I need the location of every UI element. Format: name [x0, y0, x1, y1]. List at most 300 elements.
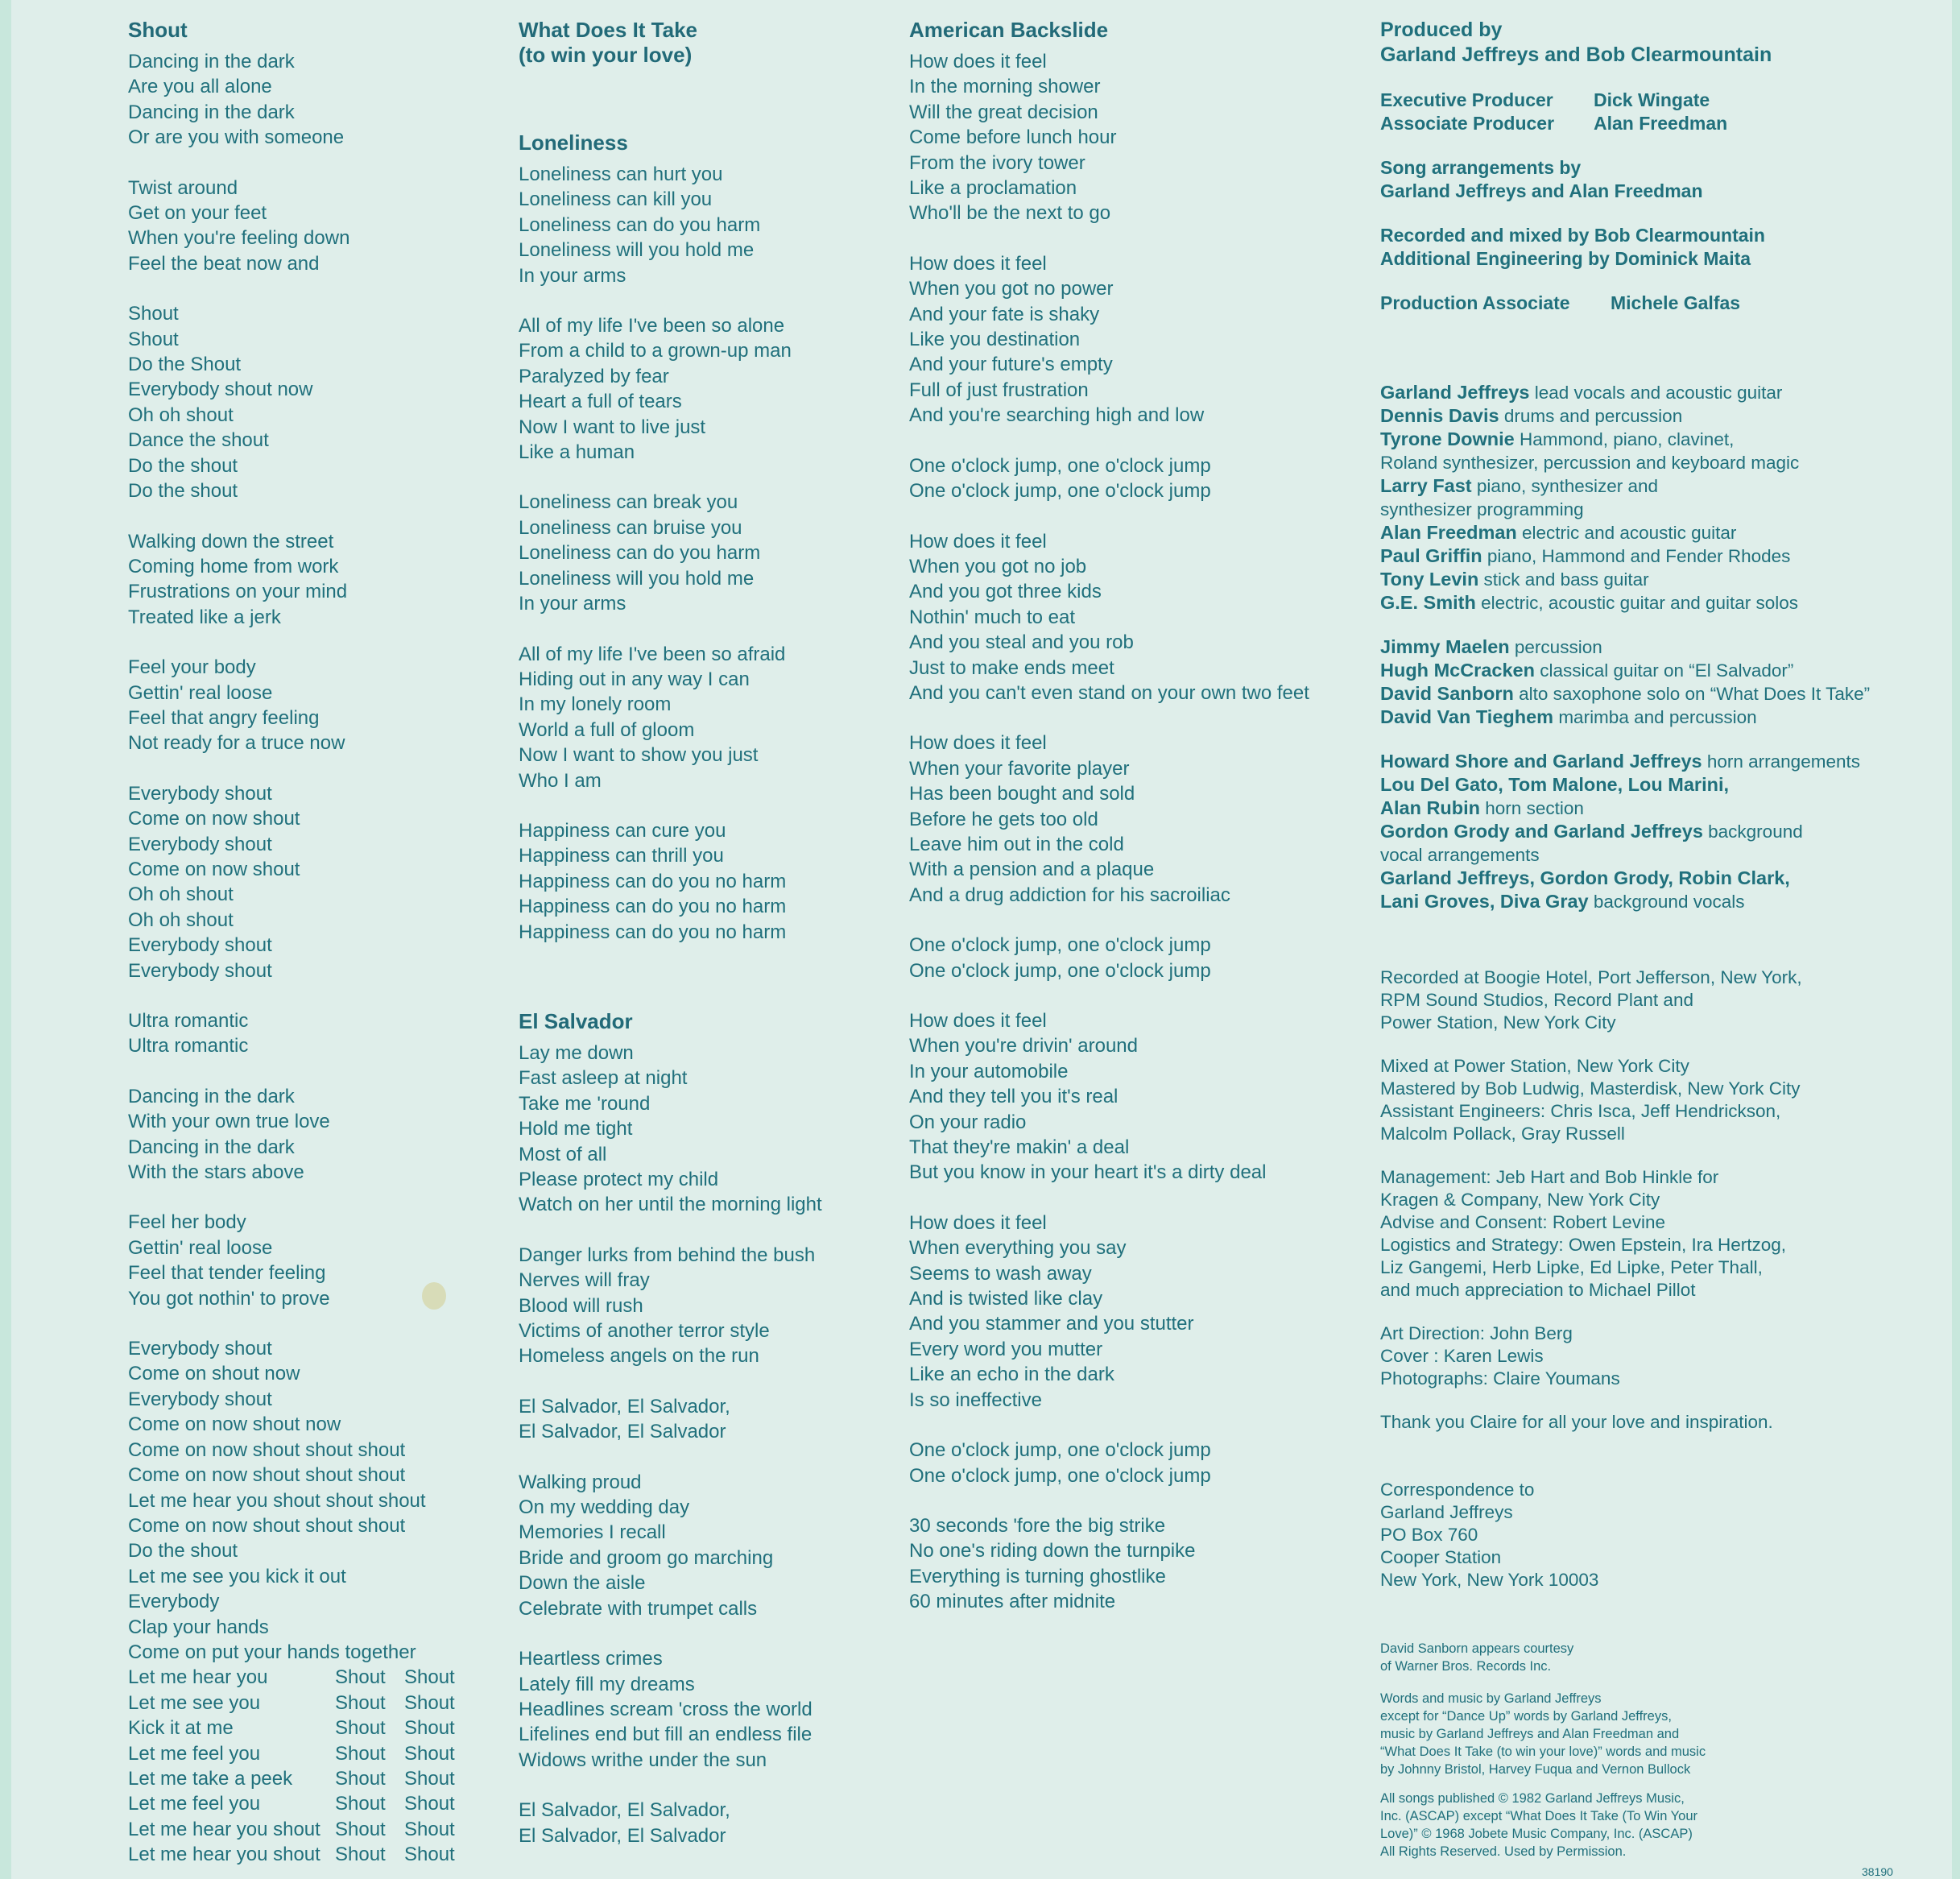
chant-response: Shout — [404, 1793, 455, 1815]
lyric-stanza — [128, 529, 474, 631]
lyric-line: Just to make ends meet — [909, 656, 1114, 679]
lyric-line: One o'clock jump, one o'clock jump — [909, 480, 1211, 503]
address-line: PO Box 760 — [1380, 1525, 1478, 1545]
lyric-line: Seems to wash away — [909, 1262, 1092, 1285]
lyric-stanza — [519, 1041, 873, 1218]
song-subtitle-what-does-it-take: (to win your love) — [519, 43, 693, 67]
column-loneliness — [519, 18, 873, 1848]
lyric-line: When you got no job — [909, 555, 1087, 577]
musician-name: David Sanborn — [1380, 683, 1514, 704]
lyric-stanza — [519, 313, 873, 465]
lyric-line: Everybody shout — [128, 934, 272, 957]
lyric-line: On my wedding day — [519, 1496, 690, 1519]
musician-name: Alan Rubin — [1380, 797, 1481, 818]
chant-response: Shout — [335, 1767, 386, 1790]
lyric-line: Nothin' much to eat — [909, 606, 1076, 628]
fine-print-line: All songs published © 1982 Garland Jeffreys Music, — [1380, 1791, 1685, 1806]
lyric-line: You got nothin' to prove — [128, 1287, 330, 1310]
fine-print-line: except for “Dance Up” words by Garland Jeffreys, — [1380, 1709, 1672, 1724]
musician-name: Howard Shore and Garland Jeffreys — [1380, 751, 1702, 772]
credit-line — [1380, 659, 1944, 682]
lyric-line: Feel the beat now and — [128, 252, 320, 275]
lyric-line: Everybody shout — [128, 959, 272, 982]
lyric-stanza — [909, 1513, 1360, 1615]
lyric-line: In my lonely room — [519, 693, 672, 716]
lyric-line: Loneliness can do you harm — [519, 213, 761, 236]
shout-chant — [128, 1665, 474, 1867]
produced-by-label: Produced by — [1380, 19, 1503, 41]
lyric-line: Feel her body — [128, 1211, 246, 1234]
lyric-line: Everybody shout — [128, 1388, 272, 1410]
lyric-stanza — [128, 1336, 474, 1665]
catalog-number: 38190 — [1862, 1865, 1893, 1878]
column-shout — [128, 18, 474, 1868]
lyric-line: Heartless crimes — [519, 1648, 663, 1670]
lyric-line: Take me 'round — [519, 1092, 651, 1115]
lyric-line: Like an echo in the dark — [909, 1364, 1114, 1386]
lyric-line: World a full of gloom — [519, 718, 695, 741]
lyric-line: How does it feel — [909, 530, 1047, 553]
chant-response: Shout — [404, 1691, 455, 1714]
lyric-line: Will the great decision — [909, 101, 1098, 123]
lyric-line: Oh oh shout — [128, 908, 234, 931]
lyric-line: With your own true love — [128, 1111, 330, 1133]
lyric-line: Loneliness can bruise you — [519, 516, 742, 539]
lyric-line: Is so ineffective — [909, 1389, 1042, 1411]
credit-line — [1380, 635, 1944, 659]
song-title-american-backslide: American Backslide — [909, 18, 1109, 42]
chant-row — [128, 1691, 474, 1716]
fine-print-line: All Rights Reserved. Used by Permission. — [1380, 1844, 1627, 1859]
lyric-line: Coming home from work — [128, 555, 339, 577]
lyric-line: Everybody — [128, 1591, 220, 1613]
musician-role: stick and bass guitar — [1478, 569, 1649, 590]
lyric-line: In your arms — [519, 593, 626, 615]
credit-line — [1380, 797, 1944, 820]
song-title-el-salvador: El Salvador — [519, 1008, 633, 1033]
lyric-line: Frustrations on your mind — [128, 581, 348, 603]
lyric-stanza — [128, 1210, 474, 1311]
chant-response: Shout — [404, 1717, 455, 1740]
lyric-line: Gettin' real loose — [128, 1236, 273, 1259]
lyric-line: Like a human — [519, 441, 635, 464]
credit-line: RPM Sound Studios, Record Plant and — [1380, 990, 1693, 1010]
musician-name: Dennis Davis — [1380, 405, 1499, 426]
column-credits — [1380, 18, 1944, 1859]
credit-line — [1380, 544, 1944, 568]
lyric-line: When everything you say — [909, 1237, 1127, 1260]
lyric-line: Are you all alone — [128, 76, 272, 98]
lyric-stanza — [519, 1470, 873, 1621]
lyric-line: One o'clock jump, one o'clock jump — [909, 454, 1211, 477]
chant-row — [128, 1817, 474, 1842]
lyric-line: Let me hear you shout shout shout — [128, 1489, 426, 1512]
lyric-line: From the ivory tower — [909, 151, 1085, 174]
fine-print-line: Words and music by Garland Jeffreys — [1380, 1691, 1602, 1706]
additional-engineering: Additional Engineering by Dominick Maita — [1380, 248, 1751, 269]
chant-row — [128, 1741, 474, 1766]
arrangements-names: Garland Jeffreys and Alan Freedman — [1380, 180, 1703, 201]
lyric-line: Shout — [128, 303, 179, 325]
lyric-line: And your future's empty — [909, 354, 1113, 376]
lyric-line: That they're makin' a deal — [909, 1136, 1130, 1159]
lyric-line: One o'clock jump, one o'clock jump — [909, 934, 1211, 957]
lyric-line: Victims of another terror style — [519, 1320, 770, 1343]
musician-role: Roland synthesizer, percussion and keyboard magic — [1380, 453, 1800, 473]
lyric-line: Loneliness will you hold me — [519, 239, 755, 262]
musician-role: electric and acoustic guitar — [1516, 523, 1737, 543]
lyric-line: All of my life I've been so afraid — [519, 643, 786, 665]
associate-producer — [1380, 112, 1944, 135]
song-title-loneliness: Loneliness — [519, 130, 628, 155]
chant-call: Kick it at me — [128, 1717, 234, 1740]
credit-line: Power Station, New York City — [1380, 1012, 1616, 1033]
lyric-line: Everything is turning ghostlike — [909, 1565, 1166, 1587]
credit-line — [1380, 750, 1944, 773]
musician-role: marimba and percussion — [1553, 707, 1757, 727]
musician-role: piano, Hammond and Fender Rhodes — [1482, 546, 1791, 566]
lyric-line: Not ready for a truce now — [128, 732, 345, 755]
fine-print-line: music by Garland Jeffreys and Alan Freedman and — [1380, 1727, 1680, 1741]
fine-print-line: Inc. (ASCAP) except “What Does It Take (To Win Your — [1380, 1809, 1698, 1823]
lyric-line: Ultra romantic — [128, 1035, 249, 1057]
chant-response: Shout — [335, 1691, 386, 1714]
credit-line: Malcolm Pollack, Gray Russell — [1380, 1124, 1625, 1144]
lyric-line: How does it feel — [909, 1010, 1047, 1032]
musician-role: background — [1702, 822, 1803, 842]
lyric-line: Come on now shout shout shout — [128, 1464, 406, 1487]
musician-role: electric, acoustic guitar and guitar solos — [1475, 593, 1799, 613]
credit-line — [1380, 706, 1944, 729]
lyric-line: Like you destination — [909, 329, 1081, 351]
lyric-line: How does it feel — [909, 51, 1047, 72]
lyric-stanza — [519, 1243, 873, 1369]
credit-line — [1380, 867, 1944, 890]
lyric-line: Happiness can thrill you — [519, 845, 724, 867]
chant-call: Let me feel you — [128, 1742, 261, 1765]
credit-line: Kragen & Company, New York City — [1380, 1190, 1660, 1210]
credit-line: Mixed at Power Station, New York City — [1380, 1056, 1689, 1076]
credit-line: Management: Jeb Hart and Bob Hinkle for — [1380, 1167, 1719, 1187]
lyric-stanza — [519, 818, 873, 945]
fine-print-line: by Johnny Bristol, Harvey Fuqua and Vernon Bullock — [1380, 1762, 1691, 1777]
lyric-line: When your favorite player — [909, 757, 1130, 780]
lyric-line: Come on shout now — [128, 1363, 300, 1385]
lyric-line: Danger lurks from behind the bush — [519, 1244, 816, 1266]
lyric-line: In your arms — [519, 264, 626, 287]
credit-line: Logistics and Strategy: Owen Epstein, Ira Hertzog, — [1380, 1235, 1786, 1255]
lyric-line: Lifelines end but fill an endless file — [519, 1724, 813, 1746]
musician-name: David Van Tieghem — [1380, 706, 1554, 727]
credit-line — [1380, 381, 1944, 404]
lyric-line: El Salvador, El Salvador, — [519, 1395, 730, 1418]
lyric-line: And you got three kids — [909, 581, 1102, 603]
lyric-line: In the morning shower — [909, 76, 1101, 98]
credit-line: Mastered by Bob Ludwig, Masterdisk, New York City — [1380, 1078, 1801, 1099]
lyric-stanza — [519, 162, 873, 288]
production-associate-label: Production Associate — [1380, 292, 1570, 313]
lyric-line: And you steal and you rob — [909, 631, 1134, 654]
chant-response: Shout — [404, 1818, 455, 1840]
chant-response: Shout — [404, 1767, 455, 1790]
lyric-line: When you got no power — [909, 278, 1114, 300]
associate-producer-name: Alan Freedman — [1594, 113, 1728, 134]
lyric-line: Dance the shout — [128, 429, 269, 452]
lyric-line: One o'clock jump, one o'clock jump — [909, 959, 1211, 982]
lyric-line: Who'll be the next to go — [909, 202, 1111, 225]
lyric-line: Has been bought and sold — [909, 783, 1135, 805]
lyric-line: Heart a full of tears — [519, 391, 682, 413]
credit-line: Art Direction: John Berg — [1380, 1323, 1573, 1343]
lyric-line: 30 seconds 'fore the big strike — [909, 1514, 1166, 1537]
lyric-stanza — [519, 1394, 873, 1445]
lyric-line: Watch on her until the morning light — [519, 1194, 822, 1216]
lyric-stanza — [909, 933, 1360, 983]
lyric-line: Most of all — [519, 1143, 607, 1165]
lyric-line: And a drug addiction for his sacroiliac — [909, 884, 1230, 906]
credit-line — [1380, 451, 1944, 474]
lyric-line: Oh oh shout — [128, 404, 234, 426]
credit-line — [1380, 820, 1944, 843]
lyric-line: Full of just frustration — [909, 379, 1089, 401]
chant-response: Shout — [404, 1666, 455, 1689]
credit-line: Cover : Karen Lewis — [1380, 1346, 1544, 1366]
lyric-line: On your radio — [909, 1111, 1027, 1133]
lyric-stanza — [909, 529, 1360, 706]
credit-line — [1380, 890, 1944, 913]
lyric-line: Hold me tight — [519, 1118, 633, 1140]
address-line: Correspondence to — [1380, 1480, 1535, 1500]
lyric-line: Lay me down — [519, 1041, 634, 1064]
producers: Garland Jeffreys and Bob Clearmountain — [1380, 43, 1772, 66]
lyric-line: Do the shout — [128, 480, 238, 503]
lyric-line: Dancing in the dark — [128, 1085, 295, 1107]
fine-print-line: “What Does It Take (to win your love)” words and music — [1380, 1744, 1706, 1759]
lyric-stanza — [519, 1646, 873, 1773]
lyric-line: Come on now shout shout shout — [128, 1438, 406, 1461]
lyric-line: Oh oh shout — [128, 884, 234, 906]
credit-line — [1380, 498, 1944, 521]
lyric-stanza — [909, 730, 1360, 908]
musician-name: Paul Griffin — [1380, 545, 1482, 566]
credit-line — [1380, 404, 1944, 428]
lyric-line: Get on your feet — [128, 202, 267, 225]
address-line: Garland Jeffreys — [1380, 1502, 1513, 1522]
lyric-stanza — [128, 49, 474, 151]
lyric-line: Like a proclamation — [909, 177, 1077, 200]
credit-line — [1380, 773, 1944, 797]
musician-name: Lani Groves, Diva Gray — [1380, 891, 1589, 912]
recorded-mixed-by: Recorded and mixed by Bob Clearmountain — [1380, 225, 1765, 246]
lyric-stanza — [128, 1008, 474, 1059]
song-title-shout: Shout — [128, 18, 188, 42]
executive-producer-label: Executive Producer — [1380, 89, 1553, 110]
chant-call: Let me hear you shout — [128, 1844, 320, 1866]
address-line: New York, New York 10003 — [1380, 1570, 1599, 1590]
lyric-stanza — [128, 301, 474, 503]
thanks-note: Thank you Claire for all your love and inspiration. — [1380, 1412, 1773, 1432]
chant-call: Let me hear you shout — [128, 1818, 320, 1840]
musician-name: Tyrone Downie — [1380, 428, 1515, 449]
lyric-line: Or are you with someone — [128, 126, 345, 149]
chant-call: Let me feel you — [128, 1793, 261, 1815]
lyric-line: One o'clock jump, one o'clock jump — [909, 1439, 1211, 1462]
associate-producer-label: Associate Producer — [1380, 113, 1555, 134]
musician-role: background vocals — [1588, 892, 1745, 912]
production-associate — [1380, 292, 1944, 315]
chant-row — [128, 1791, 474, 1816]
lyric-line: Hiding out in any way I can — [519, 668, 750, 690]
lyric-stanza — [128, 176, 474, 277]
lyric-line: When you're drivin' around — [909, 1035, 1138, 1057]
chant-row — [128, 1766, 474, 1791]
lyric-line: Memories I recall — [519, 1521, 666, 1544]
musician-name: G.E. Smith — [1380, 592, 1476, 613]
credit-line — [1380, 591, 1944, 615]
lyric-line: Come before lunch hour — [909, 126, 1117, 149]
lyric-line: Down the aisle — [519, 1572, 646, 1595]
musician-name: Garland Jeffreys — [1380, 382, 1530, 403]
musician-role: Hammond, piano, clavinet, — [1514, 429, 1735, 449]
musician-name: Jimmy Maelen — [1380, 636, 1510, 657]
lyric-line: Blood will rush — [519, 1294, 643, 1317]
lyric-line: Bride and groom go marching — [519, 1546, 774, 1569]
musician-role: horn section — [1480, 798, 1584, 818]
chant-response: Shout — [404, 1742, 455, 1765]
lyric-line: Who I am — [519, 769, 602, 792]
chant-call: Let me see you — [128, 1691, 261, 1714]
lyric-stanza — [909, 1008, 1360, 1186]
fine-print-line: of Warner Bros. Records Inc. — [1380, 1659, 1552, 1674]
lyric-line: Come on now shout now — [128, 1413, 341, 1436]
lyric-line: Fast asleep at night — [519, 1067, 688, 1090]
lyric-line: And you stammer and you stutter — [909, 1313, 1194, 1335]
chant-response: Shout — [335, 1818, 386, 1840]
lyric-line: Do the Shout — [128, 354, 242, 376]
lyric-line: Everybody shout — [128, 782, 272, 805]
lyric-line: Every word you mutter — [909, 1338, 1103, 1360]
lyric-line: And they tell you it's real — [909, 1086, 1119, 1108]
lyric-line: Come on now shout — [128, 858, 300, 880]
lyric-line: Feel that angry feeling — [128, 706, 320, 729]
lyric-line: Everybody shout — [128, 1338, 272, 1360]
lyric-line: Feel your body — [128, 656, 256, 679]
lyric-line: Leave him out in the cold — [909, 833, 1124, 855]
musician-name: Larry Fast — [1380, 475, 1472, 496]
lyric-line: El Salvador, El Salvador, — [519, 1799, 730, 1822]
lyric-stanza — [909, 1438, 1360, 1488]
lyric-line: Clap your hands — [128, 1616, 269, 1638]
credit-line — [1380, 682, 1944, 706]
credit-line — [1380, 521, 1944, 544]
credit-line — [1380, 428, 1944, 451]
lyric-stanza — [128, 1084, 474, 1186]
credit-line: Recorded at Boogie Hotel, Port Jefferson, New York, — [1380, 967, 1802, 987]
lyric-line: Feel that tender feeling — [128, 1262, 326, 1285]
musician-role: lead vocals and acoustic guitar — [1529, 383, 1783, 403]
chant-response: Shout — [335, 1793, 386, 1815]
lyric-stanza — [909, 1211, 1360, 1413]
lyric-stanza — [128, 781, 474, 983]
lyric-line: Ultra romantic — [128, 1010, 249, 1032]
lyric-line: Happiness can do you no harm — [519, 870, 787, 892]
lyric-line: Dancing in the dark — [128, 101, 295, 123]
production-associate-name: Michele Galfas — [1611, 292, 1741, 313]
lyric-line: Loneliness can kill you — [519, 188, 713, 211]
musician-name: Garland Jeffreys, Gordon Grody, Robin Clark, — [1380, 867, 1790, 888]
lyric-line: Homeless angels on the run — [519, 1345, 759, 1368]
musician-role: alto saxophone solo on “What Does It Take” — [1513, 684, 1871, 704]
lyric-line: Walking down the street — [128, 530, 334, 553]
lyric-line: With a pension and a plaque — [909, 859, 1155, 881]
chant-response: Shout — [335, 1666, 386, 1689]
lyric-line: How does it feel — [909, 252, 1047, 275]
chant-response: Shout — [335, 1844, 386, 1866]
lyric-line: Loneliness can break you — [519, 491, 738, 514]
fine-print-line: Love)” © 1968 Jobete Music Company, Inc. (ASCAP) — [1380, 1827, 1693, 1841]
lyric-line: When you're feeling down — [128, 227, 350, 250]
lyric-stanza — [128, 655, 474, 756]
credit-line: Liz Gangemi, Herb Lipke, Ed Lipke, Peter Thall, — [1380, 1257, 1763, 1277]
lyric-line: And your fate is shaky — [909, 303, 1100, 325]
song-title-what-does-it-take: What Does It Take — [519, 18, 698, 42]
chant-row — [128, 1716, 474, 1740]
credit-line: Assistant Engineers: Chris Isca, Jeff Hendrickson, — [1380, 1101, 1781, 1121]
credit-line: Photographs: Claire Youmans — [1380, 1368, 1620, 1389]
executive-producer — [1380, 89, 1944, 112]
lyric-line: From a child to a grown-up man — [519, 340, 792, 362]
chant-row — [128, 1842, 474, 1867]
lyric-line: Do the shout — [128, 454, 238, 477]
lyric-line: Shout — [128, 328, 179, 350]
lyric-line: Lately fill my dreams — [519, 1673, 695, 1695]
lyric-line: El Salvador, El Salvador — [519, 1421, 726, 1443]
lyric-line: How does it feel — [909, 732, 1047, 755]
lyric-line: Come on put your hands together — [128, 1641, 416, 1663]
lyric-line: Loneliness can hurt you — [519, 163, 723, 185]
credit-line — [1380, 568, 1944, 591]
musician-role: horn arrangements — [1702, 751, 1860, 772]
lyric-line: Now I want to live just — [519, 416, 706, 438]
address-line: Cooper Station — [1380, 1547, 1502, 1567]
lyric-line: Dancing in the dark — [128, 51, 295, 72]
credit-line — [1380, 843, 1944, 867]
lyric-line: El Salvador, El Salvador — [519, 1824, 726, 1847]
lyric-line: How does it feel — [909, 1211, 1047, 1234]
fine-print-line: David Sanborn appears courtesy — [1380, 1641, 1574, 1656]
lyric-line: Gettin' real loose — [128, 681, 273, 704]
lyric-line: And is twisted like clay — [909, 1288, 1103, 1310]
lyric-stanza — [519, 1798, 873, 1848]
lyric-line: Widows writhe under the sun — [519, 1749, 767, 1771]
executive-producer-name: Dick Wingate — [1594, 89, 1710, 110]
lyric-line: No one's riding down the turnpike — [909, 1540, 1196, 1562]
chant-call: Let me take a peek — [128, 1767, 293, 1790]
arrangements-label: Song arrangements by — [1380, 157, 1582, 178]
lyric-line: Happiness can do you no harm — [519, 896, 787, 918]
lyric-line: Loneliness will you hold me — [519, 567, 755, 590]
lyric-stanza — [519, 642, 873, 793]
lyric-line: Treated like a jerk — [128, 606, 281, 628]
musician-role: classical guitar on “El Salvador” — [1534, 660, 1794, 681]
musician-role: vocal arrangements — [1380, 845, 1540, 865]
lyric-line: But you know in your heart it's a dirty deal — [909, 1161, 1267, 1184]
chant-response: Shout — [335, 1717, 386, 1740]
chant-response: Shout — [404, 1844, 455, 1866]
lyric-line: In your automobile — [909, 1060, 1069, 1082]
musician-role: piano, synthesizer and — [1471, 476, 1659, 496]
lyric-line: Please protect my child — [519, 1169, 719, 1190]
